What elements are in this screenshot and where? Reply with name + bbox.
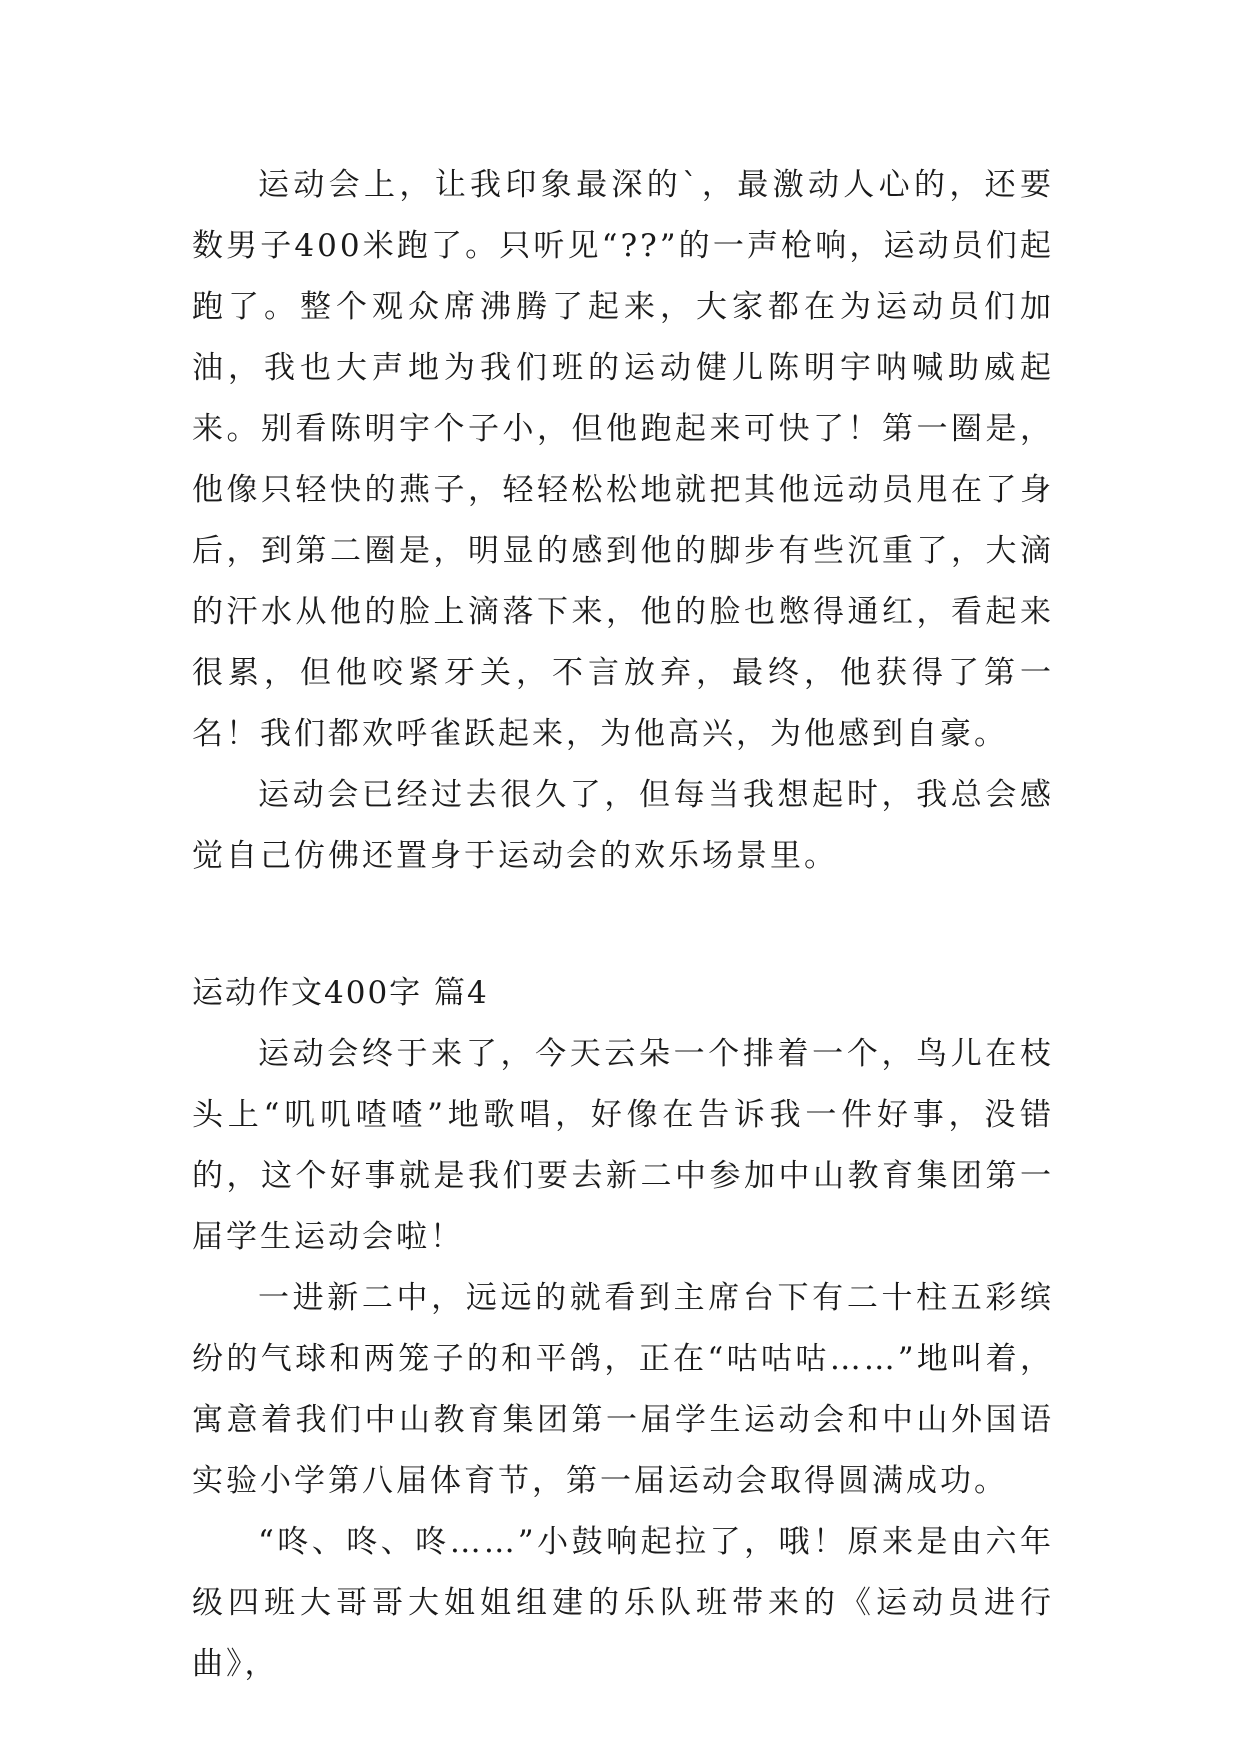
section-heading: 运动作文400字 篇4 bbox=[192, 975, 489, 1011]
paragraph: 运动会已经过去很久了，但每当我想起时，我总会感觉自己仿佛还置身于运动会的欢乐场景里。 bbox=[192, 777, 1054, 874]
paragraph: 运动会上，让我印象最深的`，最激动人心的，还要数男子400米跑了。只听见“??”的一声枪响，运动员们起跑了。整个观众席沸腾了起来，大家都在为运动员们加油，我也大声地为我们班的运动健儿陈明宇呐喊助威起来。别看陈明宇个子小，但他跑起来可快了！第一圈是，他像只轻快的燕子，轻轻松松地就把其他远动员甩在了身后，到第二圈是，明显的感到他的脚步有些沉重了，大滴的汗水从他的脸上滴落下来，他的脸也憋得通红，看起来很累，但他咬紧牙关，不言放弃，最终，他获得了第一名！我们都欢呼雀跃起来，为他高兴，为他感到自豪。 bbox=[192, 167, 1054, 752]
paragraph: 运动会终于来了，今天云朵一个排着一个，鸟儿在枝头上“叽叽喳喳”地歌唱，好像在告诉我一件好事，没错的，这个好事就是我们要去新二中参加中山教育集团第一届学生运动会啦！ bbox=[192, 1036, 1054, 1255]
paragraph: “咚、咚、咚……”小鼓响起拉了，哦！原来是由六年级四班大哥哥大姐姐组建的乐队班带来的《运动员进行曲》， bbox=[192, 1524, 1054, 1682]
document-page bbox=[192, 155, 1054, 1695]
paragraph: 一进新二中，远远的就看到主席台下有二十柱五彩缤纷的气球和两笼子的和平鸽，正在“咕咕咕……”地叫着，寓意着我们中山教育集团第一届学生运动会和中山外国语实验小学第八届体育节，第一届运动会取得圆满成功。 bbox=[192, 1280, 1054, 1499]
